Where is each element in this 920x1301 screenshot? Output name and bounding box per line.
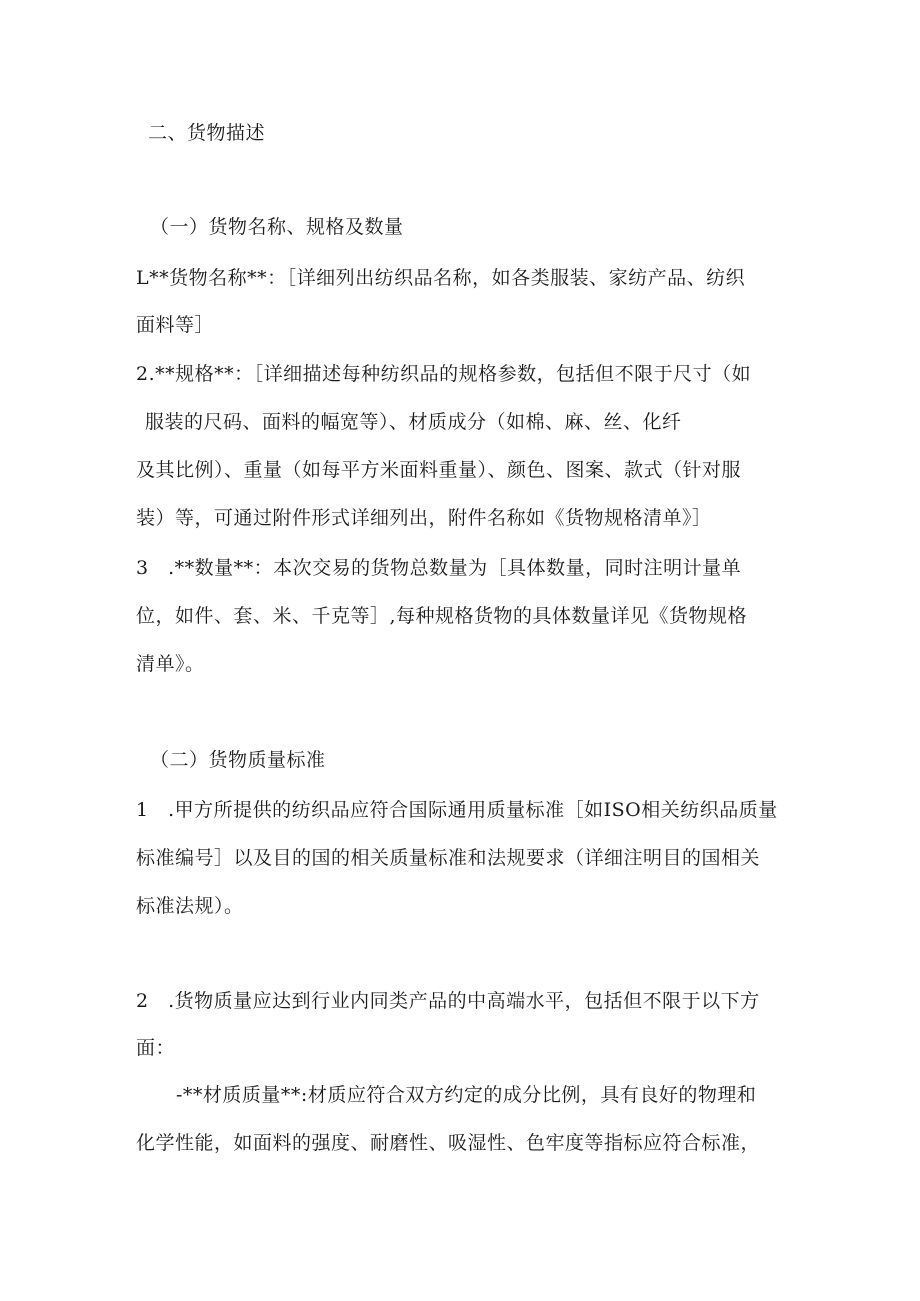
material-bullet-line-1: -**材质质量**:材质应符合双方约定的成分比例，具有良好的物理和 [176, 1084, 757, 1106]
quality-item-2-line-2: 面： [136, 1037, 176, 1059]
quality-item-1-line-3: 标准法规）。 [136, 895, 244, 917]
item-1-line-2: 面料等］ [136, 314, 215, 336]
subsection-heading-1: （一）货物名称、规格及数量 [150, 216, 404, 238]
item-3-line-2: 位，如件、套、米、千克等］,每种规格货物的具体数量详见《货物规格 [136, 605, 748, 627]
section-heading: 二、货物描述 [148, 122, 266, 144]
subsection-heading-2: （二）货物质量标准 [150, 749, 326, 771]
item-2-line-2: 服装的尺码、面料的幅宽等）、材质成分（如棉、麻、丝、化纤 [145, 411, 682, 433]
material-bullet-line-2: 化学性能，如面料的强度、耐磨性、吸湿性、色牢度等指标应符合标准， [136, 1132, 761, 1154]
item-2-line-4: 装）等，可通过附件形式详细列出，附件名称如《货物规格清单》］ [136, 507, 712, 529]
quality-item-1-line-2: 标准编号］以及目的国的相关质量标准和法规要求（详细注明目的国相关 [136, 847, 761, 869]
item-3-line-3: 清单》。 [136, 653, 205, 675]
item-2-line-1: 2.**规格**：［详细描述每种纺织品的规格参数，包括但不限于尺寸（如 [136, 363, 752, 385]
item-2-line-3: 及其比例）、重量（如每平方米面料重量）、颜色、图案、款式（针对服 [136, 459, 742, 481]
item-1-line-1: L**货物名称**：［详细列出纺织品名称，如各类服装、家纺产品、纺织 [136, 267, 746, 289]
quality-item-2-line-1: 2 .货物质量应达到行业内同类产品的中高端水平，包括但不限于以下方 [136, 990, 760, 1012]
item-3-line-1: 3 .**数量**：本次交易的货物总数量为［具体数量，同时注明计量单 [136, 557, 742, 579]
quality-item-1-line-1: 1 .甲方所提供的纺织品应符合国际通用质量标准［如ISO相关纺织品质量 [136, 799, 778, 821]
